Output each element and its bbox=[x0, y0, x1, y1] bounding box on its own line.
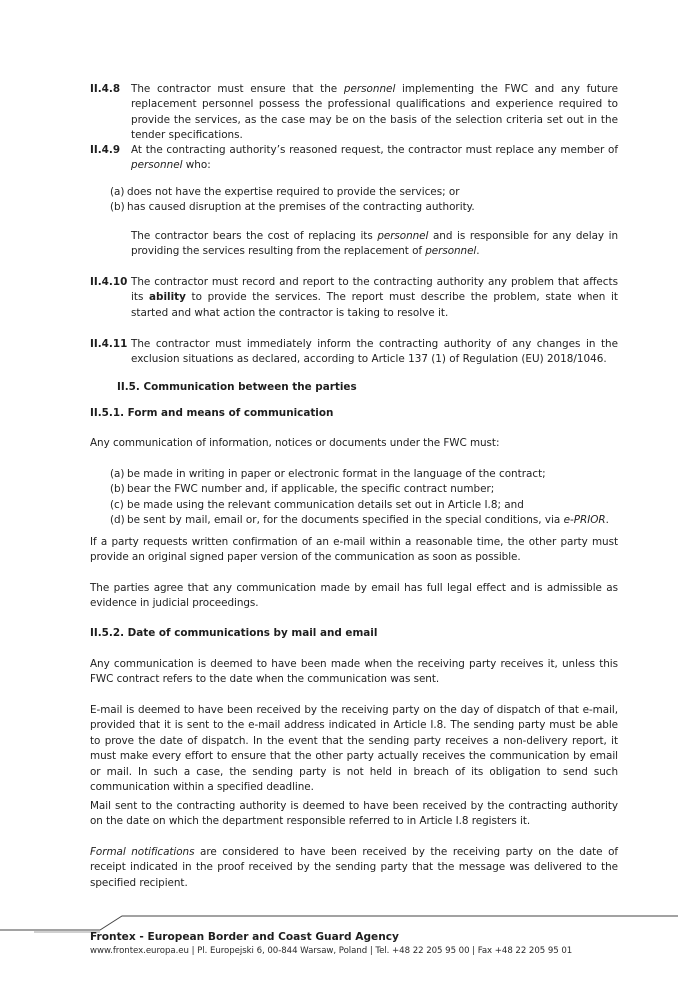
clause-number: II.4.10 bbox=[90, 276, 128, 288]
subsection-heading: II.5.1. Form and means of communication bbox=[90, 407, 334, 419]
section-heading: II.5. Communication between the parties bbox=[117, 381, 357, 393]
clause-number: II.4.9 bbox=[90, 144, 121, 156]
subsection-heading: II.5.2. Date of communications by mail and email bbox=[90, 627, 378, 639]
list-item: (a) be made in writing in paper or electronic format in the language of the contract; bbox=[110, 468, 546, 480]
clause-text: The contractor must immediately inform the contracting authority of any changes in the exclusion situations as declared, according to Article 137 (1) of Regulation (EU) 2018/1046. bbox=[131, 338, 618, 366]
deemed-paragraph: Any communication is deemed to have been made when the receiving party receives it, unless this FWC contract refers to the date when the communication was sent. bbox=[90, 658, 618, 686]
formal-notifications-paragraph: Formal notifications are considered to have been received by the receiving party on the date of receipt indicated in the proof received by the sending party that the message was delivered to the specified recipient. bbox=[90, 846, 618, 889]
email-paragraph: E-mail is deemed to have been received by the receiving party on the day of dispatch of that e-mail, provided that it is sent to the e-mail address indicated in Article I.8. The sending party must be able to prove the date of dispatch. In the event that the sending party receives a non-delivery report, it must make every effort to ensure that the other party actually receives the communication by email or mail. In such a case, the sending party is not held in breach of its obligation to send such communication within a specified deadline. bbox=[90, 704, 618, 794]
clause-text: The contractor must record and report to the contracting authority any problem that affects its ability to provide the services. The report must describe the problem, state when it started and what action the contractor is taking to resolve it. bbox=[131, 276, 618, 319]
confirmation-paragraph: If a party requests written confirmation of an e-mail within a reasonable time, the other party must provide an original signed paper version of the communication as soon as possible. bbox=[90, 536, 618, 564]
footer-organisation: Frontex - European Border and Coast Guard Agency bbox=[90, 931, 399, 943]
mail-paragraph: Mail sent to the contracting authority is deemed to have been received by the contracting authority on the date on which the department responsible referred to in Article I.8 registers it. bbox=[90, 800, 618, 828]
list-item: (b) bear the FWC number and, if applicable, the specific contract number; bbox=[110, 483, 495, 496]
replacement-cost-paragraph: The contractor bears the cost of replacing its personnel and is responsible for any delay in providing the services resulting from the replacement of personnel. bbox=[131, 230, 618, 258]
list-item: (d) be sent by mail, email or, for the documents specified in the special conditions, via e-PRIOR. bbox=[110, 514, 609, 527]
list-item: (c) be made using the relevant communication details set out in Article I.8; and bbox=[110, 498, 524, 511]
clause-number: II.4.11 bbox=[90, 338, 128, 350]
clause-text: The contractor must ensure that the personnel implementing the FWC and any future replacement personnel possess the professional qualifications and experience required to provide the services, as the case may be on the basis of the selection criteria set out in the tender specifications. bbox=[131, 83, 618, 142]
list-item: (a) does not have the expertise required to provide the services; or bbox=[110, 186, 460, 198]
list-item: (b) has caused disruption at the premises of the contracting authority. bbox=[110, 201, 475, 214]
intro-paragraph: Any communication of information, notices or documents under the FWC must: bbox=[90, 437, 500, 449]
clause-number: II.4.8 bbox=[90, 83, 121, 95]
legal-effect-paragraph: The parties agree that any communication made by email has full legal effect and is admissible as evidence in judicial proceedings. bbox=[90, 582, 618, 610]
clause-text: At the contracting authority’s reasoned request, the contractor must replace any member of personnel who: bbox=[131, 144, 618, 172]
footer-contact: www.frontex.europa.eu | Pl. Europejski 6, 00-844 Warsaw, Poland | Tel. +48 22 205 95 00 | Fax +48 22 205 95 01 bbox=[90, 946, 573, 956]
